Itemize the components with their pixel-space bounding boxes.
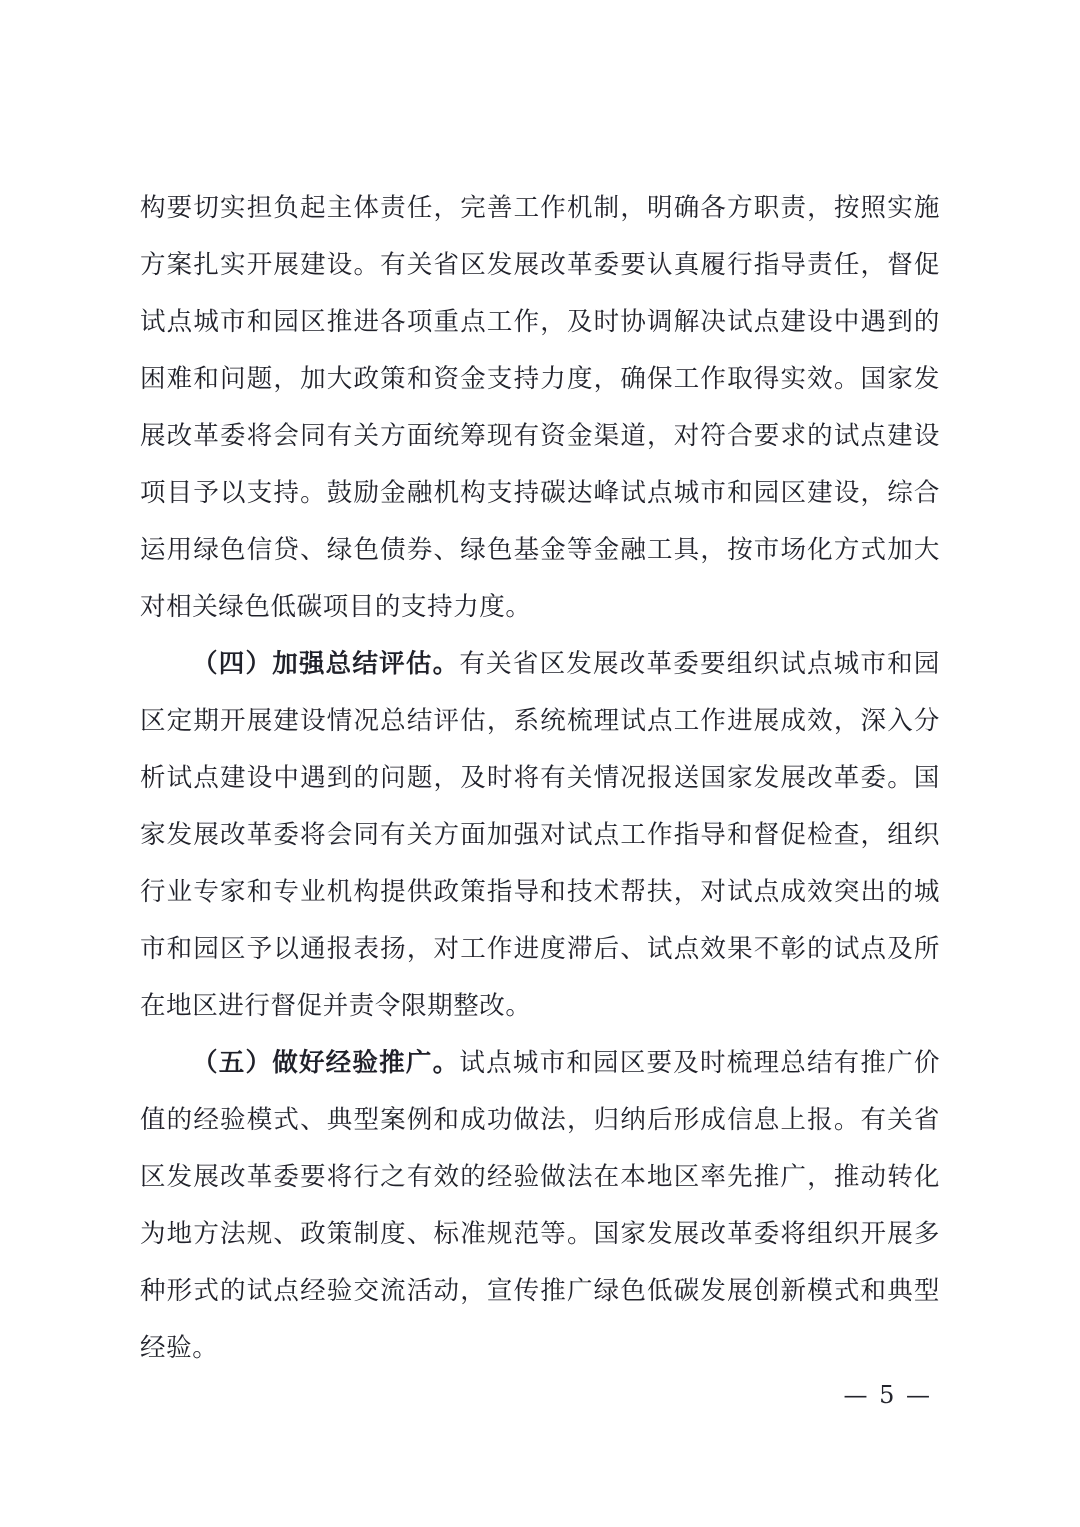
section-heading-four: （四）加强总结评估。 bbox=[192, 649, 460, 679]
section-heading-five: （五）做好经验推广。 bbox=[192, 1048, 460, 1078]
paragraph-section-five bbox=[140, 1035, 940, 1377]
page-number: — 5 — bbox=[843, 1381, 932, 1409]
paragraph-text: 构要切实担负起主体责任，完善工作机制，明确各方职责，按照实施方案扎实开展建设。有关省区发展改革委要认真履行指导责任，督促试点城市和园区推进各项重点工作，及时协调解决试点建设中遇到的困难和问题，加大政策和资金支持力度，确保工作取得实效。国家发展改革委将会同有关方面统筹现有资金渠道，对符合要求的试点建设项目予以支持。鼓励金融机构支持碳达峰试点城市和园区建设，综合运用绿色信贷、绿色债券、绿色基金等金融工具，按市场化方式加大对相关绿色低碳项目的支持力度。 bbox=[140, 193, 940, 622]
paragraph-continued bbox=[140, 180, 940, 636]
paragraph-section-four bbox=[140, 636, 940, 1035]
paragraph-text: 有关省区发展改革委要组织试点城市和园区定期开展建设情况总结评估，系统梳理试点工作进展成效，深入分析试点建设中遇到的问题，及时将有关情况报送国家发展改革委。国家发展改革委将会同有关方面加强对试点工作指导和督促检查，组织行业专家和专业机构提供政策指导和技术帮扶，对试点成效突出的城市和园区予以通报表扬，对工作进度滞后、试点效果不彰的试点及所在地区进行督促并责令限期整改。 bbox=[140, 649, 940, 1021]
paragraph-text: 试点城市和园区要及时梳理总结有推广价值的经验模式、典型案例和成功做法，归纳后形成信息上报。有关省区发展改革委要将行之有效的经验做法在本地区率先推广，推动转化为地方法规、政策制度、标准规范等。国家发展改革委将组织开展多种形式的试点经验交流活动，宣传推广绿色低碳发展创新模式和典型经验。 bbox=[140, 1048, 940, 1363]
document-body bbox=[140, 180, 940, 1377]
